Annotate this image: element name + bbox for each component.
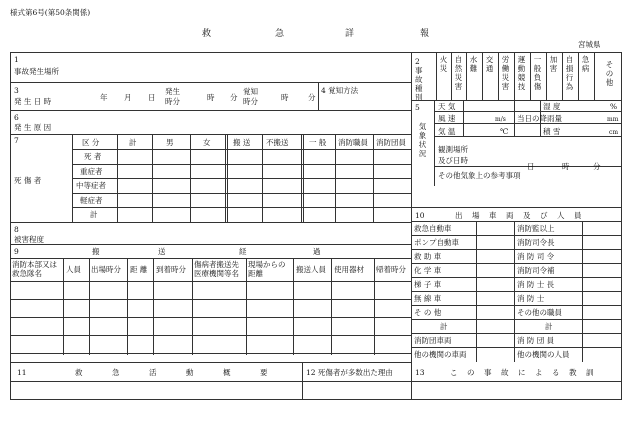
many-casualties-reason-label: 12 死傷者が多数出た理由 [306,368,393,377]
prefecture: 宮城県 [578,40,601,49]
form-number: 様式第6号(第50条関係) [10,8,91,17]
accident-location-label: 事故発生場所 [14,67,59,76]
damage-label: 被害程度 [14,235,44,244]
title-char-4: 報 [420,29,430,39]
title-char-2: 急 [275,29,285,39]
awareness-method-label: 4 覚知方法 [321,86,359,95]
weather-conditions-label: 気象状況 [418,122,427,158]
title-char-1: 救 [202,29,212,39]
occurrence-datetime-label: 発 生 日 時 [14,97,52,106]
casualties-label: 死 傷 者 [14,176,42,185]
cause-label: 発 生 原 因 [14,123,52,132]
title-char-3: 詳 [345,29,355,39]
accident-type-label: 2事故種別 [415,57,423,102]
